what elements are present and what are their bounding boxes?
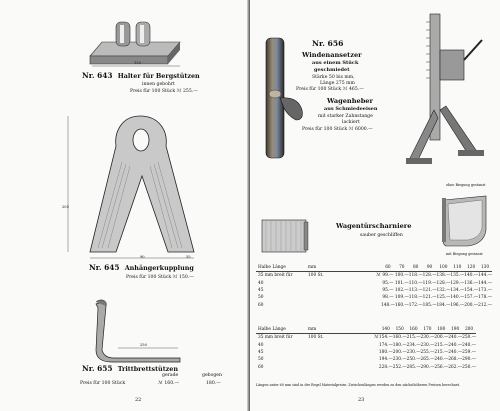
item-655-price-label: Preis für 100 Stück bbox=[80, 381, 126, 386]
coupling-645-dim-h: 55 bbox=[186, 255, 191, 259]
table-cell: 230.— bbox=[392, 357, 407, 363]
table-cell: 154.— bbox=[378, 335, 393, 341]
table-cell: 240.— bbox=[448, 342, 463, 348]
table-cell: 215.— bbox=[434, 350, 449, 356]
table-cell: 60 bbox=[258, 302, 264, 308]
table-cell: 196.— bbox=[450, 302, 465, 308]
item-656-name-3: geschmiedet bbox=[314, 67, 350, 73]
table-header-label: Halbe Länge bbox=[256, 264, 306, 272]
table-cell: 118.— bbox=[408, 295, 423, 301]
car-jack-illustration bbox=[402, 10, 488, 168]
table-cell bbox=[306, 356, 374, 363]
table-row bbox=[256, 287, 492, 294]
table-cell: 121.— bbox=[422, 295, 437, 301]
table-header-cell: 190 bbox=[448, 326, 462, 334]
table-cell: 240.— bbox=[448, 350, 463, 356]
table-cell: 98.— bbox=[382, 295, 394, 301]
table-cell: 110.— bbox=[408, 280, 423, 286]
table-cell: 95.— bbox=[382, 280, 394, 286]
item-655-heading bbox=[82, 365, 178, 373]
table-cell bbox=[306, 287, 376, 294]
table-cell: 35 mm breit für bbox=[258, 335, 293, 341]
right-page bbox=[250, 0, 500, 411]
table-cell: 200.— bbox=[464, 302, 479, 308]
table-cell bbox=[306, 349, 374, 356]
bracket-643-dim: 120 bbox=[134, 61, 141, 65]
table-cell bbox=[306, 363, 374, 370]
table-row bbox=[256, 334, 476, 342]
table-cell: 252.— bbox=[392, 364, 407, 370]
jack-sub-2: lackiert bbox=[342, 120, 360, 125]
table-cell: 262.— bbox=[448, 364, 463, 370]
table-cell: 200.— bbox=[392, 350, 407, 356]
item-643-heading bbox=[82, 72, 200, 80]
table-header-cell: 90 bbox=[423, 264, 437, 272]
table-cell: 99.— bbox=[382, 273, 394, 279]
table-header-cell: 160 bbox=[407, 326, 421, 334]
table-cell: 102.— bbox=[394, 288, 409, 294]
table-header-unit: mm bbox=[306, 264, 376, 272]
table-row bbox=[256, 294, 492, 301]
table-cell: 144.— bbox=[478, 273, 492, 279]
hinge-caption-top: ohne Biegung gestanzt bbox=[446, 183, 486, 187]
table-row bbox=[256, 349, 476, 356]
table-cell: 290.— bbox=[462, 357, 476, 363]
table-header-cell: 70 bbox=[395, 264, 409, 272]
table-cell: 230.— bbox=[420, 335, 435, 341]
table-cell: 184.— bbox=[436, 302, 451, 308]
table-cell: 172.— bbox=[408, 302, 423, 308]
table-header-cell: 80 bbox=[409, 264, 423, 272]
table-header-row bbox=[256, 326, 476, 334]
table-row bbox=[256, 280, 492, 287]
table-cell: 119.— bbox=[422, 280, 437, 286]
table-cell: 180.— bbox=[392, 342, 407, 348]
table-cell bbox=[306, 301, 376, 308]
item-656-price: Preis für 100 Stück ℳ 465.— bbox=[296, 87, 364, 92]
right-page-number: 23 bbox=[358, 397, 365, 403]
table-cell: 109.— bbox=[394, 295, 409, 301]
item-643-number: Nr. 643 bbox=[82, 71, 113, 80]
table-cell bbox=[306, 342, 374, 349]
table-cell: 268.— bbox=[448, 357, 463, 363]
table-cell: 45 bbox=[258, 350, 264, 356]
table-cell: 100 St. bbox=[308, 273, 324, 279]
hinge-price-table-1 bbox=[256, 264, 492, 309]
item-656-number: Nr. 656 bbox=[312, 39, 344, 48]
item-656-sub-2: Länge 275 mm bbox=[320, 81, 355, 86]
table-cell: 240.— bbox=[434, 357, 449, 363]
table-header-cell: 200 bbox=[462, 326, 476, 334]
item-645-name: Anhängerkupplung bbox=[124, 264, 194, 272]
table-cell: 250.— bbox=[462, 335, 476, 341]
step-support-655-dim: 250 bbox=[140, 343, 147, 347]
table-cell: 265.— bbox=[420, 357, 435, 363]
table-cell: 132.— bbox=[436, 288, 451, 294]
table-cell: 35 mm breit für bbox=[258, 273, 293, 279]
table-cell: 285.— bbox=[406, 364, 421, 370]
table-row bbox=[256, 356, 476, 363]
table-cell: 200.— bbox=[434, 335, 449, 341]
table-cell: 185.— bbox=[422, 302, 437, 308]
table-cell: 255.— bbox=[420, 350, 435, 356]
hinge-flat-illustration bbox=[258, 216, 310, 258]
jack-name: Wagenheber bbox=[327, 97, 373, 105]
table-cell: 45 bbox=[258, 288, 264, 294]
item-643-sub: innen gebohrt bbox=[142, 82, 175, 87]
table-row bbox=[256, 342, 476, 349]
item-655-name: Trittbrettstützen bbox=[117, 365, 178, 373]
item-655-number: Nr. 655 bbox=[82, 364, 113, 373]
table-cell: 215.— bbox=[434, 342, 449, 348]
table-cell: 178.— bbox=[478, 295, 492, 301]
table-header-label: Halbe Länge bbox=[256, 326, 306, 334]
table-cell bbox=[306, 280, 376, 287]
table-cell: 60 bbox=[258, 364, 264, 370]
table-cell: 113.— bbox=[408, 288, 423, 294]
hinge-caption-bottom: mit Biegung gestanzt bbox=[446, 252, 483, 256]
coupling-645-dim-w: 90 bbox=[140, 255, 145, 259]
table-cell: 212.— bbox=[478, 302, 492, 308]
table-header-cell: 110 bbox=[450, 264, 464, 272]
table-header-cell: 140 bbox=[379, 326, 393, 334]
table-row bbox=[256, 301, 492, 308]
item-655-col-a: gerade bbox=[162, 373, 179, 378]
table-header-unit: mm bbox=[306, 326, 374, 334]
table-header-row bbox=[256, 264, 492, 272]
table-cell: 121.— bbox=[422, 288, 437, 294]
table-cell: 136.— bbox=[464, 280, 479, 286]
table-cell: 259.— bbox=[462, 350, 476, 356]
item-645-price: Preis für 100 Stück ℳ 150.— bbox=[126, 275, 194, 280]
table-header-cell: 120 bbox=[464, 264, 478, 272]
item-655-col-b: gebogen bbox=[202, 373, 222, 378]
winch-656-illustration bbox=[258, 36, 306, 162]
table-header-cell: 60 bbox=[381, 264, 395, 272]
item-656-name: Windenansetzer bbox=[302, 51, 362, 59]
table-cell: 134.— bbox=[450, 288, 465, 294]
item-656-sub-1: Stärke 50 bis mm, bbox=[312, 75, 355, 80]
jack-sub-1: mit starker Zahnstange bbox=[318, 114, 373, 119]
table-cell: 160.— bbox=[392, 335, 407, 341]
hinge-price-table-2 bbox=[256, 326, 476, 371]
table-cell: 173.— bbox=[478, 288, 492, 294]
table-header-cell: 180 bbox=[434, 326, 448, 334]
table-cell: 154.— bbox=[464, 288, 479, 294]
table-cell: 135.— bbox=[450, 273, 465, 279]
table-cell: 40 bbox=[258, 342, 264, 348]
table-cell: 140.— bbox=[464, 273, 479, 279]
item-643-price: Preis für 100 Stück ℳ 255.— bbox=[130, 89, 198, 94]
table-cell: 240.— bbox=[448, 335, 463, 341]
table-cell: 215.— bbox=[406, 335, 421, 341]
hinge-bent-illustration bbox=[438, 190, 494, 252]
table-cell: 230.— bbox=[420, 342, 435, 348]
table-header-cell: 170 bbox=[421, 326, 435, 334]
table-cell: 148.— bbox=[381, 302, 395, 308]
table-cell: 228.— bbox=[378, 364, 393, 370]
item-645-heading bbox=[89, 264, 194, 272]
table-cell: 140.— bbox=[450, 295, 465, 301]
table-cell: 129.— bbox=[450, 280, 465, 286]
table-cell: 194.— bbox=[378, 357, 393, 363]
hinge-name: Wagentürscharniere bbox=[336, 222, 412, 230]
table-cell: 118.— bbox=[408, 273, 423, 279]
table-footnote: Längen unter 60 mm sind in der Regel Materialpreise. Zwischenlängen werden zu den nächsthöheren Preisen berechnet. bbox=[256, 383, 461, 387]
table-cell: 157.— bbox=[464, 295, 479, 301]
jack-name-2: aus Schmiedeeisen bbox=[324, 106, 378, 112]
table-cell: 174.— bbox=[378, 342, 393, 348]
table-cell bbox=[306, 294, 376, 301]
table-cell: 95.— bbox=[382, 288, 394, 294]
table-cell: 234.— bbox=[406, 342, 421, 348]
table-cell: 100.— bbox=[394, 273, 409, 279]
table-cell: 101.— bbox=[394, 280, 409, 286]
item-655-price-a: ℳ 160.— bbox=[158, 381, 180, 386]
item-643-name: Halter für Bergstützen bbox=[117, 72, 200, 80]
table-header-cell: 130 bbox=[478, 264, 492, 272]
table-cell: 144.— bbox=[478, 280, 492, 286]
table-cell: 240.— bbox=[462, 342, 476, 348]
table-row bbox=[256, 363, 476, 370]
coupling-645-side-dimension bbox=[64, 116, 72, 252]
table-cell: 50 bbox=[258, 295, 264, 301]
table-cell: 256.— bbox=[434, 364, 449, 370]
table-header-cell: 150 bbox=[393, 326, 407, 334]
jack-price: Preis für 100 Stück ℳ 6000.— bbox=[302, 127, 373, 132]
coupling-645-dim-side: 205 bbox=[62, 205, 69, 209]
table-cell: 128.— bbox=[436, 280, 451, 286]
table-cell: 100 St. bbox=[308, 335, 324, 341]
table-row bbox=[256, 272, 492, 280]
step-support-655-illustration bbox=[88, 298, 188, 364]
table-cell: ℳ bbox=[373, 335, 379, 341]
table-cell: 40 bbox=[258, 280, 264, 286]
left-page-number: 22 bbox=[135, 397, 142, 403]
table-cell: 160.— bbox=[394, 302, 409, 308]
table-cell: 128.— bbox=[422, 273, 437, 279]
table-cell: 138.— bbox=[436, 273, 451, 279]
table-cell: ℳ bbox=[376, 273, 381, 279]
table-header-cell: 100 bbox=[437, 264, 451, 272]
hinge-sub: sauber geschliffen bbox=[360, 233, 403, 238]
item-655-price-b: 180.— bbox=[206, 381, 221, 386]
table-cell: 180.— bbox=[378, 350, 393, 356]
table-cell: 125.— bbox=[436, 295, 451, 301]
coupling-645-illustration bbox=[82, 112, 202, 264]
table-cell: 250.— bbox=[406, 357, 421, 363]
table-cell: 290.— bbox=[420, 364, 435, 370]
item-656-name-2: aus einem Stück bbox=[312, 60, 359, 66]
table-cell: 250.— bbox=[462, 364, 476, 370]
item-645-number: Nr. 645 bbox=[89, 263, 120, 272]
table-cell: 50 bbox=[258, 357, 264, 363]
table-cell: 230.— bbox=[406, 350, 421, 356]
